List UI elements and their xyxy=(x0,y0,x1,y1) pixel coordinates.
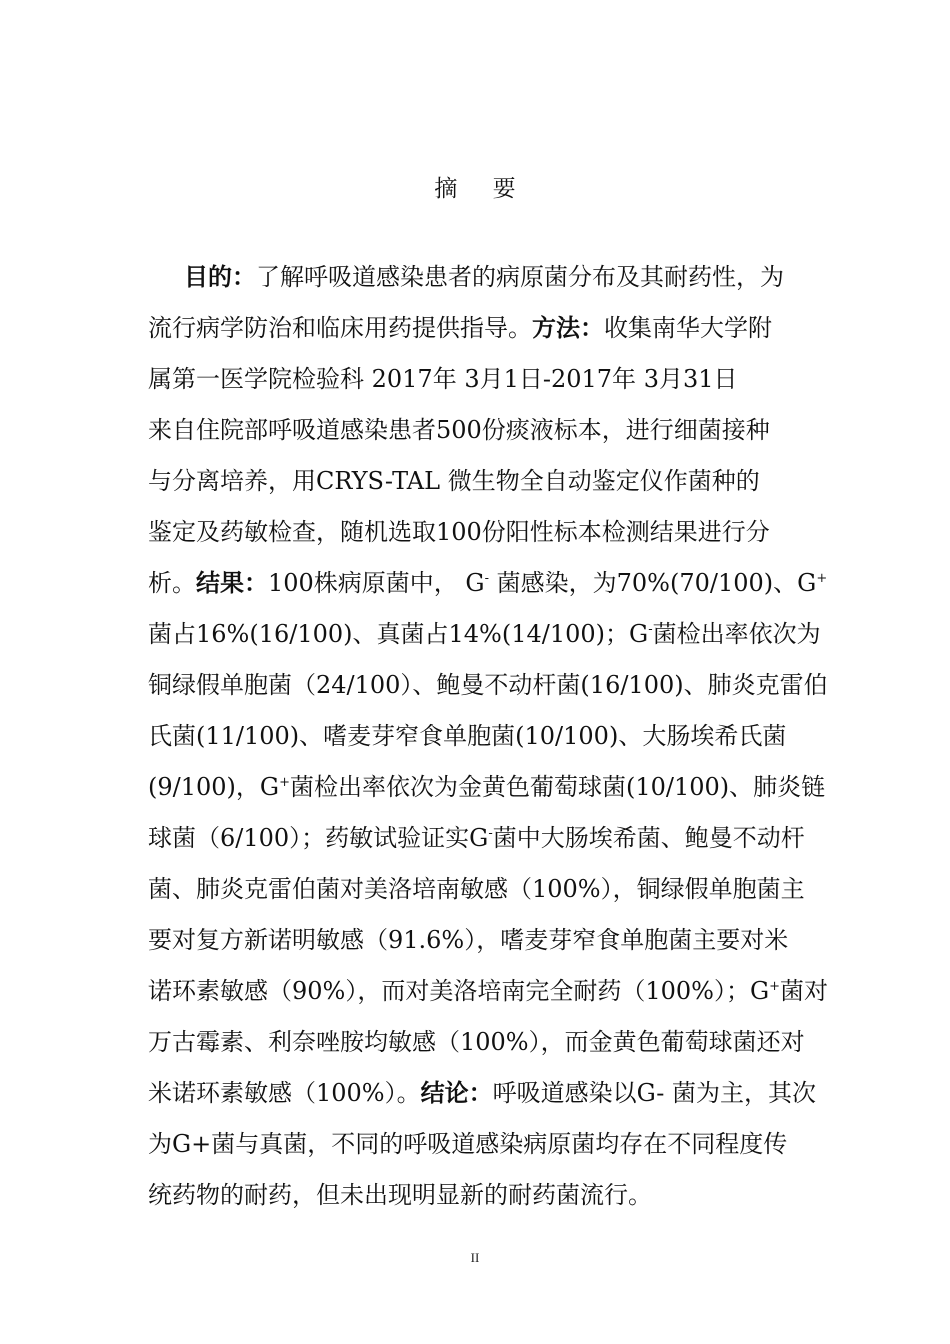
abstract-line xyxy=(148,966,829,1017)
text-run: 流行病学防治和临床用药提供指导。 xyxy=(148,314,532,342)
abstract-line xyxy=(148,864,810,915)
superscript: - xyxy=(648,622,653,637)
abstract-line xyxy=(148,609,821,660)
text-run: 菌感染，为70%(70/100)、G xyxy=(489,569,817,597)
section-keyword: 方法： xyxy=(532,314,604,342)
abstract-body xyxy=(148,252,829,1221)
text-run: 统药物的耐药，但未出现明显新的耐药菌流行。 xyxy=(148,1181,652,1209)
text-run: 菌对 xyxy=(780,977,829,1005)
superscript: + xyxy=(816,571,828,586)
page-number: II xyxy=(470,1250,480,1265)
text-run: 为G+菌与真菌，不同的呼吸道感染病原菌均存在不同程度传 xyxy=(148,1130,788,1158)
text-run: 米诺环素敏感（100%）。 xyxy=(148,1079,421,1107)
section-keyword: 结果： xyxy=(196,569,268,597)
text-run: 100株病原菌中， G xyxy=(268,569,485,597)
abstract-line xyxy=(148,405,810,456)
text-run: 要对复方新诺明敏感（91.6%），嗜麦芽窄食单胞菌主要对米 xyxy=(148,926,789,954)
section-keyword: 目的： xyxy=(184,263,256,291)
text-run: 了解呼吸道感染患者的病原菌分布及其耐药性，为 xyxy=(256,263,784,291)
abstract-line xyxy=(148,660,828,711)
text-run: 菌、肺炎克雷伯菌对美洛培南敏感（100%），铜绿假单胞菌主 xyxy=(148,875,805,903)
abstract-line xyxy=(148,507,810,558)
text-run: 收集南华大学附 xyxy=(604,314,772,342)
section-keyword: 结论： xyxy=(420,1079,493,1107)
abstract-line xyxy=(148,711,810,762)
text-run: 氏菌(11/100)、嗜麦芽窄食单胞菌(10/100)、大肠埃希氏菌 xyxy=(148,722,787,750)
text-run: 菌占16%(16/100)、真菌占14%(14/100)；G xyxy=(148,620,649,648)
abstract-line xyxy=(148,354,810,405)
text-run: (9/100)，G xyxy=(148,773,280,801)
text-run: 诺环素敏感（90%），而对美洛培南完全耐药（100%）；G xyxy=(148,977,770,1005)
page-title: 摘 要 xyxy=(434,176,530,202)
superscript: - xyxy=(488,826,493,841)
abstract-line xyxy=(148,1119,810,1170)
superscript: + xyxy=(769,979,781,994)
abstract-line xyxy=(148,558,828,609)
abstract-line xyxy=(148,915,810,966)
abstract-line xyxy=(148,813,810,864)
text-run: 菌检出率依次为 xyxy=(652,620,821,648)
superscript: - xyxy=(484,571,490,586)
text-run: 析。 xyxy=(148,569,196,597)
abstract-line xyxy=(148,252,810,303)
abstract-line xyxy=(148,1017,810,1068)
text-run: 呼吸道感染以G- 菌为主，其次 xyxy=(492,1079,816,1107)
text-run: 菌中大肠埃希菌、鲍曼不动杆 xyxy=(492,824,805,852)
text-run: 鉴定及药敏检查，随机选取100份阳性标本检测结果进行分 xyxy=(148,518,770,546)
abstract-line xyxy=(148,303,810,354)
abstract-line xyxy=(148,456,810,507)
text-run: 与分离培养，用CRYS-TAL 微生物全自动鉴定仪作菌种的 xyxy=(148,467,760,495)
text-run: 万古霉素、利奈唑胺均敏感（100%），而金黄色葡萄球菌还对 xyxy=(148,1028,805,1056)
abstract-line xyxy=(148,1068,816,1119)
text-run: 来自住院部呼吸道感染患者500份痰液标本，进行细菌接种 xyxy=(148,416,770,444)
text-run: 铜绿假单胞菌（24/100）、鲍曼不动杆菌(16/100)、肺炎克雷伯 xyxy=(148,671,828,699)
text-run: 属第一医学院检验科 2017年 3月1日-2017年 3月31日 xyxy=(148,365,738,393)
abstract-line xyxy=(148,762,826,813)
text-run: 菌检出率依次为金黄色葡萄球菌(10/100)、肺炎链 xyxy=(289,773,826,801)
abstract-line xyxy=(148,1170,810,1221)
superscript: + xyxy=(279,775,290,790)
text-run: 球菌（6/100）；药敏试验证实G xyxy=(148,824,489,852)
